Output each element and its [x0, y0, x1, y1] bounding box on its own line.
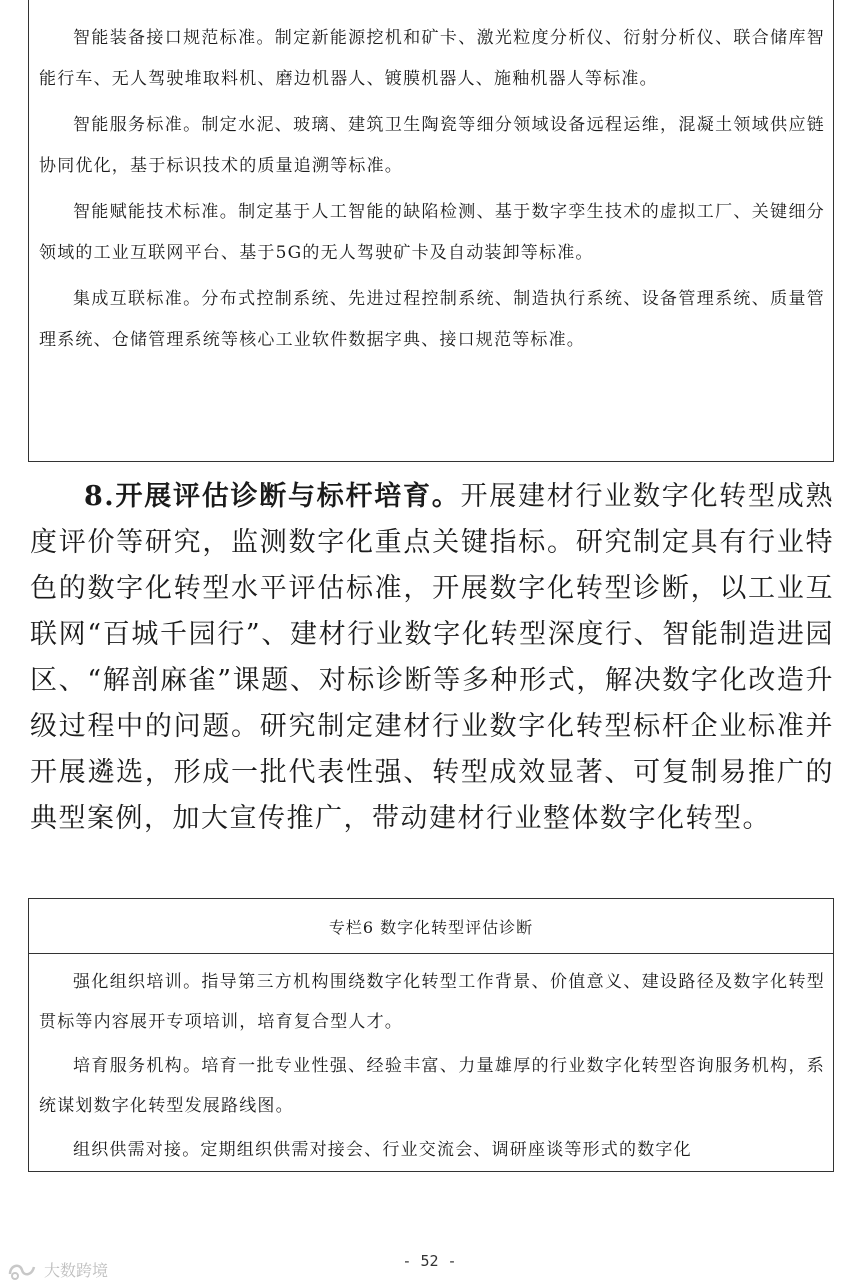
box-paragraph-integration — [29, 279, 833, 361]
watermark — [6, 1258, 108, 1281]
standards-column-body — [29, 0, 833, 361]
box-paragraph-training — [29, 962, 833, 1042]
paragraph-text: 指导第三方机构围绕数字化转型工作背景、价值意义、建设路径及数字化转型贯标等内容展开专项培训，培育复合型人才。 — [39, 972, 825, 1032]
page-number: - 52 - — [402, 1252, 457, 1270]
section-body: 开展建材行业数字化转型成熟度评价等研究，监测数字化重点关键指标。研究制定具有行业特色的数字化转型水平评估标准，开展数字化转型诊断，以工业互联网“百城千园行”、建材行业数字化转型深度行、智能制造进园区、“解剖麻雀”课题、对标诊断等多种形式，解决数字化改造升级过程中的问题。研究制定建材行业数字化转型标杆企业标准并开展遴选，形成一批代表性强、转型成效显著、可复制易推广的典型案例，加大宣传推广，带动建材行业整体数字化转型。 — [30, 481, 834, 834]
paragraph-lead: 组织供需对接。 — [73, 1140, 201, 1160]
column-6-title: 专栏6 数字化转型评估诊断 — [29, 899, 833, 954]
paragraph-lead: 培育服务机构。 — [73, 1056, 202, 1076]
box-paragraph-smart-service — [29, 105, 833, 187]
paragraph-text: 制定新能源挖机和矿卡、激光粒度分析仪、衍射分析仪、联合储库智能行车、无人驾驶堆取料机、磨边机器人、镀膜机器人、施釉机器人等标准。 — [39, 28, 825, 89]
paragraph-lead: 智能服务标准。 — [73, 115, 202, 135]
paragraph-text: 定期组织供需对接会、行业交流会、调研座谈等形式的数字化 — [200, 1140, 692, 1160]
paragraph-text: 制定基于人工智能的缺陷检测、基于数字孪生技术的虚拟工厂、关键细分领域的工业互联网平台、基于5G的无人驾驶矿卡及自动装卸等标准。 — [39, 202, 825, 263]
column-6-box — [28, 898, 834, 1172]
paragraph-text: 制定水泥、玻璃、建筑卫生陶瓷等细分领域设备远程运维，混凝土领域供应链协同优化，基于标识技术的质量追溯等标准。 — [39, 115, 825, 176]
box-paragraph-equipment-interface — [29, 18, 833, 100]
box-paragraph-supply-demand — [29, 1130, 833, 1170]
paragraph-lead: 集成互联标准。 — [73, 289, 202, 309]
paragraph-text: 分布式控制系统、先进过程控制系统、制造执行系统、设备管理系统、质量管理系统、仓储管理系统等核心工业软件数据字典、接口规范等标准。 — [39, 289, 825, 350]
standards-column-box — [28, 0, 834, 462]
paragraph-lead: 智能赋能技术标准。 — [73, 202, 239, 222]
section-heading: 8.开展评估诊断与标杆培育。 — [84, 481, 461, 512]
paragraph-lead: 智能装备接口规范标准。 — [73, 28, 275, 48]
box-paragraph-service-agencies — [29, 1046, 833, 1126]
paragraph-lead: 强化组织培训。 — [73, 972, 202, 992]
main-paragraph-evaluation — [30, 474, 834, 842]
watermark-text: 大数跨境 — [44, 1261, 109, 1280]
column-6-body — [29, 954, 833, 1170]
box-paragraph-enabling-tech — [29, 192, 833, 274]
watermark-logo-icon — [6, 1259, 40, 1281]
paragraph-text: 培育一批专业性强、经验丰富、力量雄厚的行业数字化转型咨询服务机构，系统谋划数字化转型发展路线图。 — [39, 1056, 825, 1116]
